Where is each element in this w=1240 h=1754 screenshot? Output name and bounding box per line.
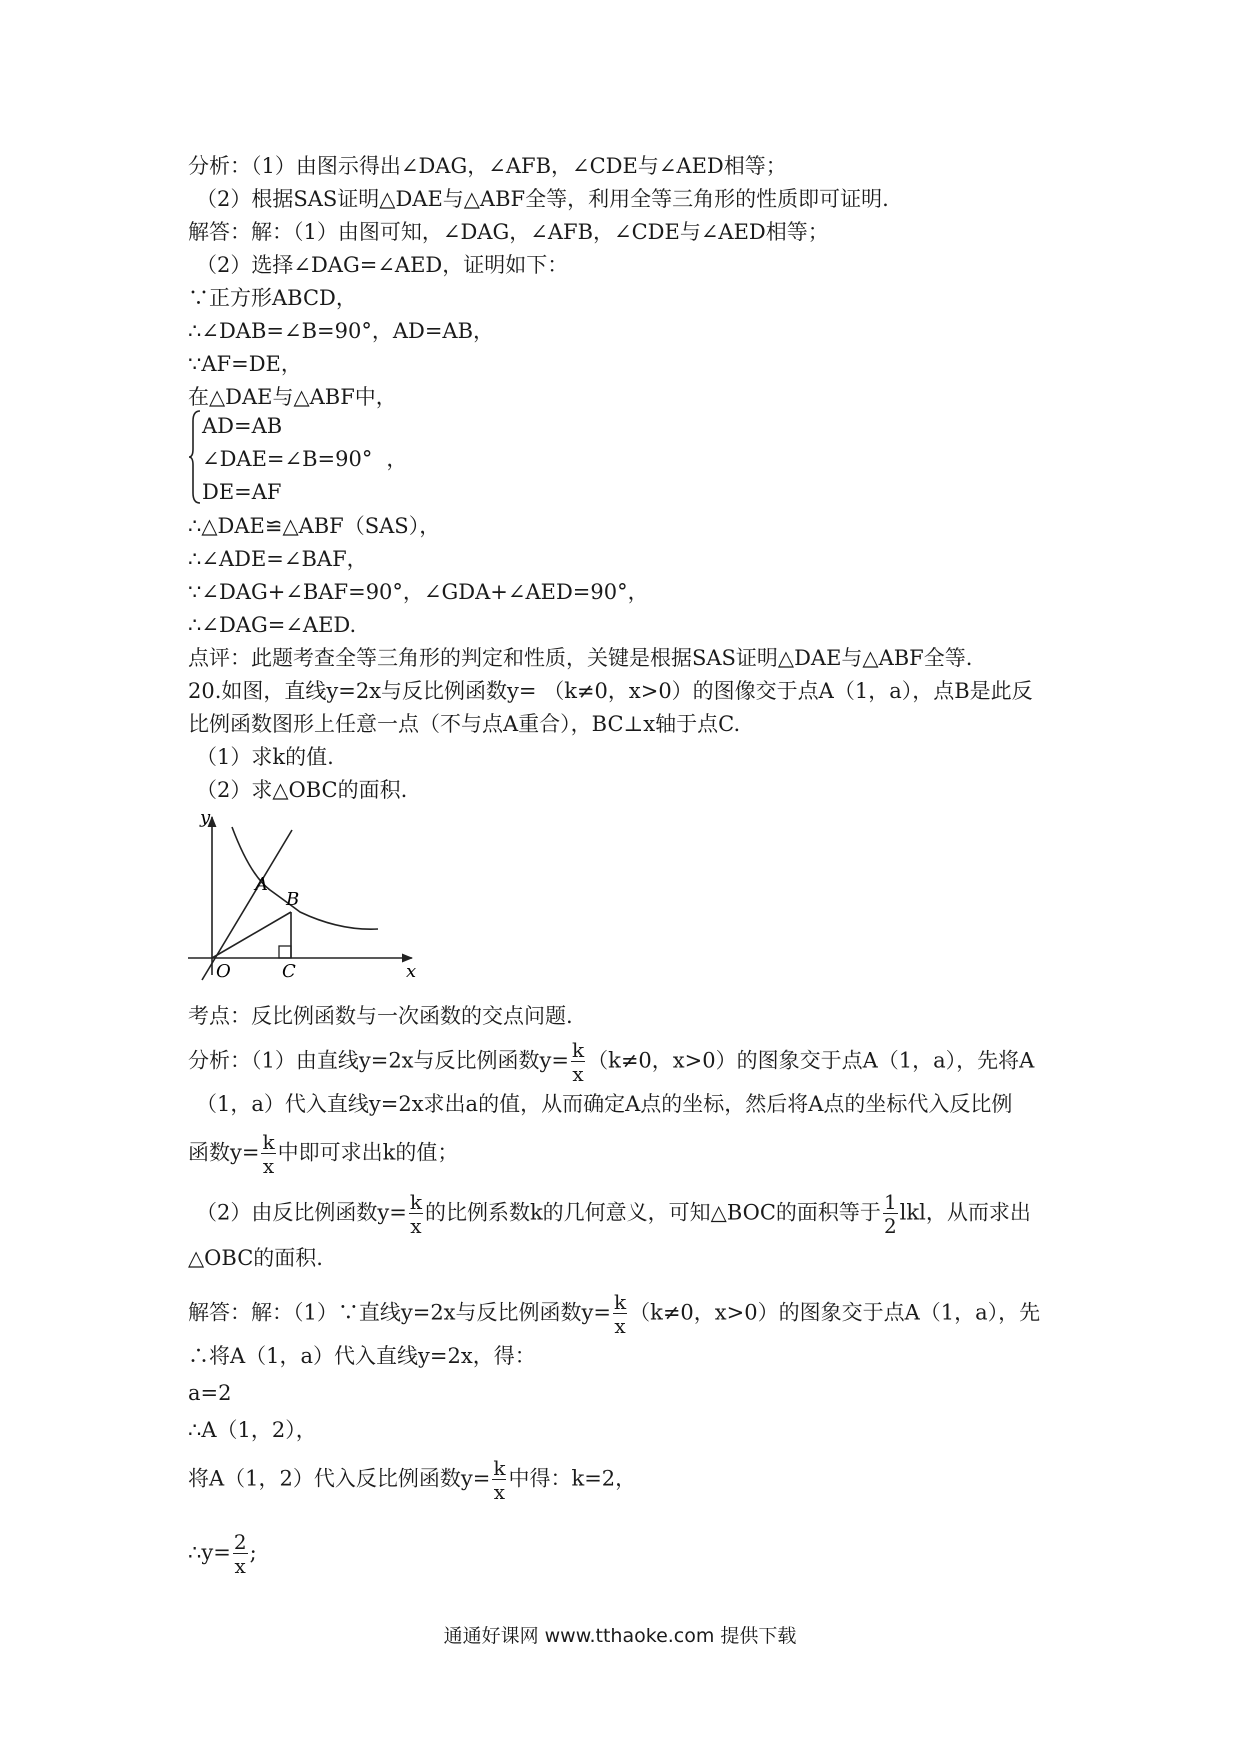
denominator: x [262,1154,275,1178]
hyperbola-curve [232,827,378,929]
text-segment: （2）由反比例函数y= [196,1200,407,1225]
text-segment: lkl，从而求出 [899,1200,1031,1225]
comment-line: 点评：此题考查全等三角形的判定和性质，关键是根据SAS证明△DAE与△ABF全等. [188,646,973,670]
answer-line: ∴A（1，2）， [188,1418,317,1442]
proof-line: 在△DAE与△ABF中， [188,385,397,409]
label-y: y [200,807,211,828]
text-segment: 解答：解：（1）∵直线y=2x与反比例函数y= [188,1300,611,1325]
proof-line: ∴∠DAB=∠B=90°，AD=AB， [188,319,495,343]
fraction-k-over-x [261,1132,275,1176]
fraction-k-over-x [613,1292,627,1336]
page-footer: 通通好课网 www.tthaoke.com 提供下载 [443,1625,797,1647]
function-graph-figure [180,805,430,985]
right-angle-mark [279,946,291,958]
question-part: （2）求△OBC的面积. [196,778,408,802]
answer-line: 解答：解：（1）由图可知，∠DAG，∠AFB，∠CDE与∠AED相等； [188,220,829,244]
equation-row [202,447,407,472]
answer-line: ∴将A（1，a）代入直线y=2x，得： [188,1344,536,1368]
proof-line: ∵正方形ABCD， [188,286,357,310]
question-stem: 20.如图，直线y=2x与反比例函数y= （k≠0，x>0）的图像交于点A（1，a），点B是此反 [188,679,1033,703]
fraction-one-half [883,1192,898,1236]
denominator: 2 [883,1214,897,1238]
text-segment: 的比例系数k的几何意义，可知△BOC的面积等于 [424,1200,881,1225]
text-segment: 分析：（1）由直线y=2x与反比例函数y= [188,1048,569,1073]
denominator: x [614,1314,626,1338]
text-segment: ; [249,1540,257,1565]
text-segment: 将A（1，2）代入反比例函数y= [188,1466,491,1491]
numerator: 1 [883,1190,897,1214]
question-stem: 比例函数图形上任意一点（不与点A重合），BC⊥x轴于点C. [188,712,741,736]
label-O: O [216,961,231,982]
equation-text: ∠DAE=∠B=90° [202,447,373,471]
equation-comma: ， [386,447,408,471]
denominator: x [234,1554,246,1578]
analysis-line: 分析：（1）由图示得出∠DAG，∠AFB，∠CDE与∠AED相等； [188,154,787,178]
equation-brace [188,409,202,505]
answer-line [188,1292,1040,1336]
label-C: C [282,961,296,982]
analysis-line [188,1132,458,1176]
equation-row: AD=AB [202,414,283,438]
text-segment: 中即可求出k的值； [277,1140,459,1165]
answer-line: a=2 [188,1381,232,1405]
text-segment: （k≠0，x>0）的图象交于点A（1，a），先 [629,1300,1041,1325]
proof-line: ∴∠DAG=∠AED. [188,613,357,637]
numerator: 2 [233,1530,247,1554]
label-x: x [406,961,417,982]
analysis-line: △OBC的面积. [188,1246,323,1270]
numerator: k [493,1456,506,1480]
analysis-line [196,1192,1031,1236]
text-segment: ∴y= [188,1540,231,1565]
proof-line: ∵∠DAG+∠BAF=90°，∠GDA+∠AED=90°， [188,580,649,604]
fraction-k-over-x [571,1040,585,1084]
text-segment: 中得：k=2， [508,1466,637,1491]
text-segment: （k≠0，x>0）的图象交于点A（1，a），先将A [587,1048,1035,1073]
fraction-k-over-x [492,1458,506,1502]
analysis-line: （1，a）代入直线y=2x求出a的值，从而确定A点的坐标，然后将A点的坐标代入反比例 [196,1092,1013,1116]
numerator: k [409,1190,422,1214]
equation-row: DE=AF [202,480,282,504]
proof-line: （2）选择∠DAG=∠AED，证明如下： [196,253,569,277]
numerator: k [571,1038,585,1062]
kaodian-line: 考点：反比例函数与一次函数的交点问题. [188,1004,573,1028]
label-B: B [286,889,300,910]
proof-line: ∵AF=DE， [188,352,302,376]
answer-line [188,1458,636,1502]
proof-line: ∴∠ADE=∠BAF， [188,547,368,571]
text-segment: 函数y= [188,1140,260,1165]
analysis-line: （2）根据SAS证明△DAE与△ABF全等，利用全等三角形的性质即可证明. [196,187,889,211]
fraction-k-over-x [409,1192,423,1236]
denominator: x [410,1214,422,1238]
answer-line [188,1532,257,1576]
analysis-line [188,1040,1034,1084]
numerator: k [262,1130,275,1154]
numerator: k [613,1290,627,1314]
denominator: x [572,1062,584,1086]
fraction-2-over-x [233,1532,248,1576]
label-A: A [255,874,268,895]
denominator: x [493,1480,506,1504]
proof-line: ∴△DAE≌△ABF（SAS）， [188,514,441,538]
question-part: （1）求k的值. [196,745,334,769]
